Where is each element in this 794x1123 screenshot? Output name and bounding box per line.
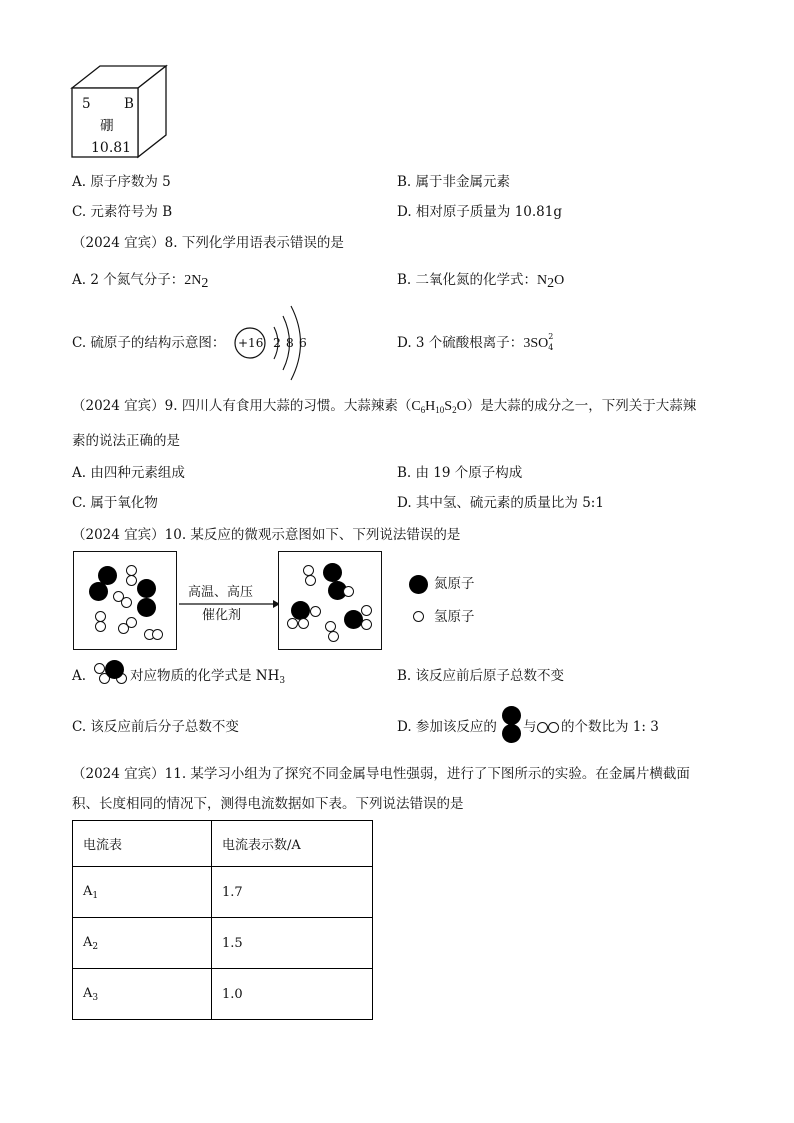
q8-option-b bbox=[397, 272, 564, 292]
q11-stem-line1: （2024 宜宾）11. 某学习小组为了探究不同金属导电性强弱，进行了下图所示的实验。在金属片横截面 bbox=[72, 766, 690, 782]
h2-molecule-atom bbox=[537, 722, 548, 733]
q11-stem-line2: 积、长度相同的情况下，测得电流数据如下表。下列说法错误的是 bbox=[72, 796, 464, 812]
q8-b-tail: O bbox=[554, 273, 565, 288]
meter-cell bbox=[73, 918, 212, 969]
q10-d-mid: 与 bbox=[523, 719, 537, 735]
q8-d-sup: 2 bbox=[548, 332, 554, 341]
n2-molecule-atom bbox=[502, 706, 521, 725]
hydrogen-atom bbox=[298, 618, 309, 629]
legend-hydrogen-label: 氢原子 bbox=[434, 609, 475, 625]
q7-option-b: B. 属于非金属元素 bbox=[397, 174, 511, 190]
q10-d-tail: 的个数比为 1: 3 bbox=[561, 719, 659, 735]
q10-d-label: D. 参加该反应的 bbox=[397, 719, 497, 735]
q10-option-a-text bbox=[130, 668, 285, 689]
nitrogen-atom bbox=[137, 598, 156, 617]
legend-nitrogen-label: 氮原子 bbox=[434, 576, 475, 592]
hydrogen-atom bbox=[305, 575, 316, 586]
q8-stem: （2024 宜宾）8. 下列化学用语表示错误的是 bbox=[72, 235, 344, 251]
ammonia-molecule-n bbox=[105, 660, 124, 679]
q8-a-formula: 2N bbox=[184, 273, 202, 288]
sulfur-nucleus-charge: +16 bbox=[238, 336, 264, 350]
q7-option-d: D. 相对原子质量为 10.81g bbox=[397, 204, 563, 220]
table-row bbox=[73, 918, 373, 969]
table-row bbox=[73, 969, 373, 1020]
table-header-meter: 电流表 bbox=[73, 821, 212, 867]
nitrogen-atom bbox=[323, 563, 342, 582]
current-table bbox=[72, 820, 373, 1020]
q8-d-sub: 4 bbox=[548, 343, 554, 352]
reaction-condition-bottom: 催化剂 bbox=[202, 608, 242, 623]
hydrogen-atom bbox=[126, 575, 137, 586]
hydrogen-atom bbox=[343, 586, 354, 597]
q9-option-b: B. 由 19 个原子构成 bbox=[397, 465, 523, 481]
q10-a-label: A. bbox=[72, 668, 87, 684]
meter-sub: 3 bbox=[92, 992, 99, 1003]
q9-option-a: A. 由四种元素组成 bbox=[72, 465, 185, 481]
q8-b-label: B. 二氧化氮的化学式： bbox=[397, 272, 538, 288]
table-header-row bbox=[73, 821, 373, 867]
q10-stem: （2024 宜宾）10. 某反应的微观示意图如下、下列说法错误的是 bbox=[72, 527, 461, 543]
q9-option-d: D. 其中氢、硫元素的质量比为 5:1 bbox=[397, 495, 604, 511]
element-name: 硼 bbox=[100, 118, 114, 134]
meter-cell bbox=[73, 969, 212, 1020]
meter-sub: 2 bbox=[92, 941, 99, 952]
q9-stem-1a: （2024 宜宾）9. 四川人有食用大蒜的习惯。大蒜辣素（ bbox=[72, 398, 412, 414]
legend-nitrogen-icon bbox=[409, 575, 428, 594]
meter-name: A bbox=[83, 934, 93, 950]
nitrogen-atom bbox=[137, 579, 156, 598]
hydrogen-atom bbox=[118, 623, 129, 634]
h2-molecule-atom bbox=[548, 722, 559, 733]
hydrogen-atom bbox=[310, 606, 321, 617]
q8-a-label: A. 2 个氮气分子： bbox=[72, 272, 185, 288]
meter-sub: 1 bbox=[92, 890, 99, 901]
table-row bbox=[73, 867, 373, 918]
hydrogen-atom bbox=[287, 618, 298, 629]
legend-hydrogen-icon bbox=[413, 611, 424, 622]
q8-b-sub: 2 bbox=[547, 276, 555, 291]
element-mass: 10.81 bbox=[91, 140, 132, 156]
nitrogen-atom bbox=[89, 582, 108, 601]
q9-stem-line1 bbox=[72, 398, 696, 418]
q8-c-label: C. 硫原子的结构示意图： bbox=[72, 335, 226, 351]
q8-option-d bbox=[397, 332, 556, 352]
meter-name: A bbox=[83, 985, 93, 1001]
q10-option-b: B. 该反应前后原子总数不变 bbox=[397, 668, 565, 684]
nitrogen-atom bbox=[344, 610, 363, 629]
reading-cell: 1.0 bbox=[212, 969, 373, 1020]
q10-option-c: C. 该反应前后分子总数不变 bbox=[72, 719, 239, 735]
element-symbol: B bbox=[124, 96, 134, 112]
element-number: 5 bbox=[82, 96, 91, 112]
hydrogen-atom bbox=[361, 619, 372, 630]
table-header-reading: 电流表示数/A bbox=[212, 821, 373, 867]
q8-d-formula: 3SO bbox=[523, 336, 549, 351]
q9-option-c: C. 属于氧化物 bbox=[72, 495, 158, 511]
reaction-condition-top: 高温、高压 bbox=[188, 585, 254, 600]
q8-d-label: D. 3 个硫酸根离子： bbox=[397, 335, 524, 351]
reading-cell: 1.5 bbox=[212, 918, 373, 969]
q9-stem-1b: ）是大蒜的成分之一，下列关于大蒜辣 bbox=[466, 398, 697, 414]
q10-a-sub: 3 bbox=[279, 676, 286, 686]
q7-option-a: A. 原子序数为 5 bbox=[72, 174, 171, 190]
q7-option-c: C. 元素符号为 B bbox=[72, 204, 173, 220]
meter-cell bbox=[73, 867, 212, 918]
hydrogen-atom bbox=[95, 621, 106, 632]
reading-cell: 1.7 bbox=[212, 867, 373, 918]
sulfur-shell-electrons: 2 8 6 bbox=[273, 335, 307, 350]
allicin-formula: $C_6H_{10}S_2O$ bbox=[411, 399, 467, 415]
nitrogen-atom bbox=[291, 601, 310, 620]
meter-name: A bbox=[83, 883, 93, 899]
hydrogen-atom bbox=[152, 629, 163, 640]
q8-a-sub: 2 bbox=[201, 276, 209, 291]
q9-stem-line2: 素的说法正确的是 bbox=[72, 433, 180, 449]
hydrogen-atom bbox=[121, 597, 132, 608]
q8-option-a bbox=[72, 272, 208, 292]
q10-a-text: 对应物质的化学式是 NH bbox=[130, 668, 280, 684]
hydrogen-atom bbox=[328, 631, 339, 642]
n2-molecule-atom bbox=[502, 724, 521, 743]
hydrogen-atom bbox=[361, 605, 372, 616]
q8-b-formula: N bbox=[537, 273, 548, 288]
q8-d-charge bbox=[548, 332, 556, 352]
